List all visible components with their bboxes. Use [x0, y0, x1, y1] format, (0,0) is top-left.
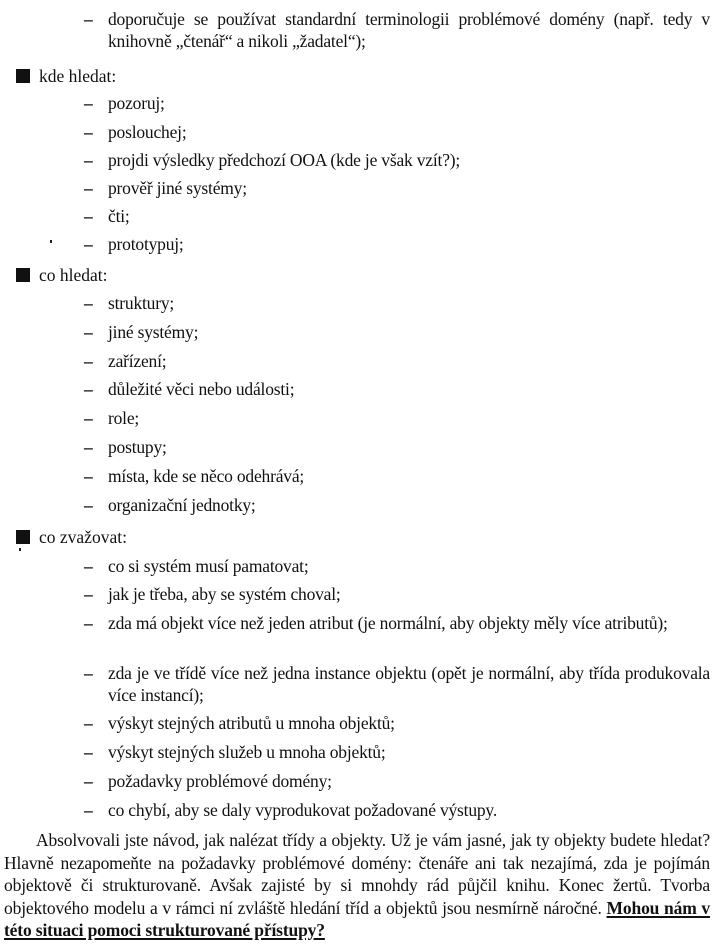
list-item — [84, 350, 710, 372]
list-item — [84, 177, 710, 199]
section-heading-text: co hledat: — [39, 265, 108, 285]
dash-marker: – — [84, 93, 93, 113]
list-item — [84, 712, 710, 734]
dash-marker: – — [84, 556, 93, 576]
list-item — [84, 583, 710, 605]
list-item — [84, 292, 710, 314]
paragraph-text: Absolvovali jste návod, jak nalézat třídy a objekty. Už je vám jasné, jak ty objekty budete hledat? Hlavně nezapomeňte na požadavky problémové domény: čtenáře ani tak nezajímá, zda je pojímán objektově či strukturovaně. Avšak zajisté by si mnohdy rád půjčil knihu. Konec žertů. Tvorba objektového modelu a v rámci ní zvláště hledání tříd a objektů jsou nesmírně náročné. — [4, 830, 710, 918]
list-item-text: co si systém musí pamatovat; — [108, 556, 309, 576]
dash-marker: – — [84, 800, 93, 820]
section-heading-consider — [16, 526, 127, 548]
closing-paragraph — [4, 829, 710, 942]
square-bullet-icon — [16, 69, 30, 83]
list-item — [84, 741, 710, 763]
dash-marker: – — [84, 408, 93, 428]
dash-marker: – — [84, 771, 93, 791]
list-item-text: výskyt stejných atributů u mnoha objektů; — [108, 713, 395, 733]
list-item — [84, 378, 710, 400]
list-item-text: prověř jiné systémy; — [108, 178, 247, 198]
dash-marker: – — [84, 379, 93, 399]
list-item-text: čti; — [108, 206, 130, 226]
list-item-text: struktury; — [108, 293, 175, 313]
list-item-text: zda má objekt více než jeden atribut (je normální, aby objekty měly více atributů); — [108, 613, 668, 633]
list-item-text: požadavky problémové domény; — [108, 771, 332, 791]
dash-marker: – — [84, 351, 93, 371]
dash-marker: – — [84, 9, 93, 29]
list-item-text: projdi výsledky předchozí OOA (kde je však vzít?); — [108, 150, 461, 170]
list-item-text: postupy; — [108, 437, 167, 457]
list-item — [84, 494, 710, 516]
list-item-text: pozoruj; — [108, 93, 165, 113]
section-heading-text: co zvažovat: — [39, 527, 127, 547]
list-item — [84, 321, 710, 343]
dash-marker: – — [84, 495, 93, 515]
list-item-text: místa, kde se něco odehrává; — [108, 466, 305, 486]
square-bullet-icon — [16, 530, 30, 544]
list-item — [84, 149, 710, 171]
dash-marker: – — [84, 206, 93, 226]
list-item-text: organizační jednotky; — [108, 495, 256, 515]
list-item — [84, 612, 710, 634]
dash-marker: – — [84, 613, 93, 633]
underlined-question: Mohou nám v této situaci pomoci strukturované přístupy? — [4, 897, 710, 940]
dash-marker: – — [84, 584, 93, 604]
list-item — [84, 233, 710, 255]
list-item-text: zařízení; — [108, 351, 167, 371]
dash-marker: – — [84, 178, 93, 198]
scan-speck — [50, 240, 52, 243]
list-item-text: důležité věci nebo události; — [108, 379, 295, 399]
list-item-text: výskyt stejných služeb u mnoha objektů; — [108, 742, 386, 762]
dash-marker: – — [84, 234, 93, 254]
list-item-text: co chybí, aby se daly vyprodukovat požadované výstupy. — [108, 800, 498, 820]
list-item — [84, 770, 710, 792]
list-item — [84, 205, 710, 227]
list-item — [84, 465, 710, 487]
dash-marker: – — [84, 742, 93, 762]
dash-marker: – — [84, 122, 93, 142]
dash-marker: – — [84, 466, 93, 486]
list-item — [84, 662, 710, 706]
list-item-text: role; — [108, 408, 140, 428]
dash-marker: – — [84, 150, 93, 170]
section-heading-text: kde hledat: — [39, 66, 117, 86]
list-item-text: jiné systémy; — [108, 322, 199, 342]
list-item — [84, 799, 710, 821]
list-item-text: poslouchej; — [108, 122, 187, 142]
scan-speck — [19, 548, 21, 551]
square-bullet-icon — [16, 268, 30, 282]
list-item — [84, 436, 710, 458]
dash-marker: – — [84, 322, 93, 342]
list-item — [84, 121, 710, 143]
list-item-text: zda je ve třídě více než jedna instance objektu (opět je normální, aby třída produkovala více instancí); — [108, 663, 710, 705]
dash-marker: – — [84, 437, 93, 457]
list-item — [84, 407, 710, 429]
dash-marker: – — [84, 713, 93, 733]
list-item — [84, 92, 710, 114]
dash-marker: – — [84, 293, 93, 313]
dash-marker: – — [84, 663, 93, 683]
list-item-text: jak je třeba, aby se systém choval; — [108, 584, 341, 604]
intro-list-item-text: doporučuje se používat standardní terminologii problémové domény (např. tedy v knihovně „čtenář“ a nikoli „žadatel“); — [108, 9, 710, 51]
section-heading-what — [16, 264, 108, 286]
list-item — [84, 555, 710, 577]
section-heading-where — [16, 65, 116, 87]
list-item-text: prototypuj; — [108, 234, 184, 254]
intro-list-item — [84, 8, 710, 52]
